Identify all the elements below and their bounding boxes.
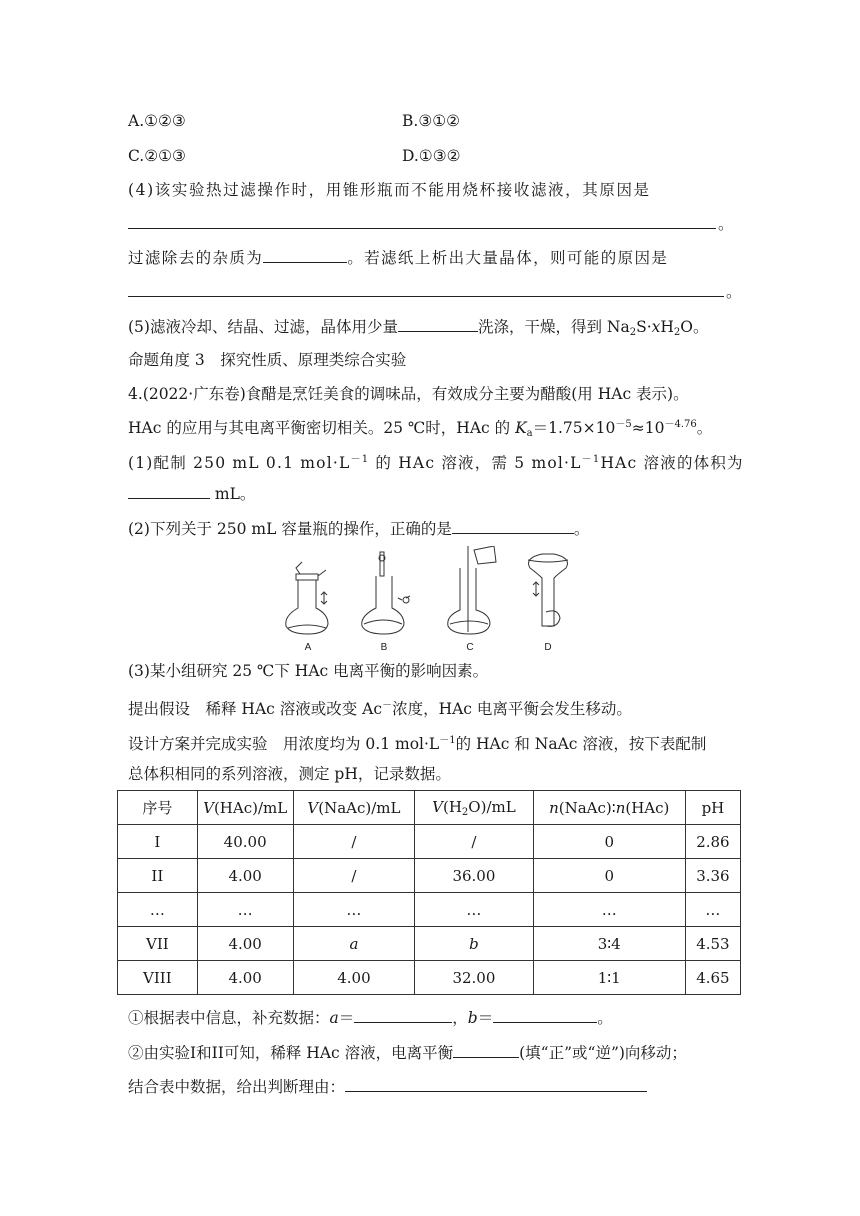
flask-b-icon xyxy=(362,552,410,634)
experiment-table xyxy=(117,790,741,995)
q4-line3-text-a: 过滤除去的杂质为 xyxy=(128,249,264,267)
a-value-blank[interactable] xyxy=(354,1007,452,1023)
cell: 4.53 xyxy=(685,927,740,961)
text: HAc 溶液的体积为 xyxy=(600,454,744,472)
q5-text-e: H xyxy=(660,318,674,336)
text: (填“正”或“逆”)向移动； xyxy=(519,1044,687,1062)
text: 。 xyxy=(573,520,590,538)
flask-a-icon xyxy=(286,562,328,634)
cell: VIII xyxy=(118,961,198,995)
table-row xyxy=(118,893,741,927)
cell: 0 xyxy=(533,859,685,893)
option-b: B.③①② xyxy=(402,112,461,130)
design-line2: 总体积相同的系列溶液，测定 pH，记录数据。 xyxy=(128,765,451,783)
cell: 4.00 xyxy=(293,961,415,995)
header-v-naac: V(NaAc)/mL xyxy=(293,791,415,825)
exponent: －1 xyxy=(439,735,456,746)
q5-text-c: S· xyxy=(636,318,652,336)
sub2-line xyxy=(128,1042,687,1064)
q5-line: (5)滤液冷却、结晶、过滤，晶体用少量 洗涤，干燥，得到 $Na_2S\cdot xH_2O$。 xyxy=(128,318,709,338)
text: (1)配制 250 mL 0.1 mol·L xyxy=(128,454,351,472)
cell: … xyxy=(415,893,533,927)
sub1-line xyxy=(128,1007,613,1029)
cell: II xyxy=(118,859,198,893)
header-ph: pH xyxy=(685,791,740,825)
correct-operation-blank[interactable] xyxy=(452,518,574,534)
cell: / xyxy=(293,859,415,893)
text: HAc 的应用与其电离平衡密切相关。25 ℃时，HAc 的 xyxy=(128,419,516,437)
exponent: －1 xyxy=(350,454,370,465)
text: 浓度，HAc 电离平衡会发生移动。 xyxy=(392,700,632,718)
cell: … xyxy=(293,893,415,927)
volumetric-flask-figure xyxy=(280,546,610,654)
cell: 32.00 xyxy=(415,961,533,995)
q4main-line1: 4.(2022·广东卷)食醋是烹饪美食的调味品，有效成分主要为醋酸(用 HAc 表示)。 xyxy=(128,385,689,403)
cell: … xyxy=(685,893,740,927)
impurity-blank[interactable] xyxy=(263,247,347,263)
flask-c-icon xyxy=(448,546,496,634)
cell: b xyxy=(415,927,533,961)
figure-label-d: D xyxy=(544,642,552,653)
figure-label-a: A xyxy=(304,642,312,653)
exponent: － xyxy=(382,700,393,711)
cell: / xyxy=(415,825,533,859)
cell: 3∶4 xyxy=(533,927,685,961)
cell: a xyxy=(293,927,415,961)
period: 。 xyxy=(718,215,734,233)
figure-label-c: C xyxy=(466,642,474,653)
option-a: A.①②③ xyxy=(128,112,186,130)
cell: 4.00 xyxy=(197,961,293,995)
text: 的 HAc 溶液，需 5 mol·L xyxy=(369,454,582,472)
q2-line xyxy=(128,518,589,540)
text: ①根据表中信息，补充数据： xyxy=(128,1009,330,1027)
answer-blank-line[interactable] xyxy=(128,228,716,229)
text: ， xyxy=(452,1009,468,1027)
text: ＝1.75×10 xyxy=(532,419,616,437)
ka-sub: a xyxy=(526,428,533,439)
cell: … xyxy=(197,893,293,927)
table-row xyxy=(118,859,741,893)
cell: 2.86 xyxy=(685,825,740,859)
header-ratio: n(NaAc)∶n(HAc) xyxy=(533,791,685,825)
text: 。 xyxy=(696,419,713,437)
cell: 0 xyxy=(533,825,685,859)
q1-line xyxy=(128,449,744,474)
text: 结合表中数据，给出判断理由： xyxy=(128,1078,346,1096)
sub2-reason-line xyxy=(128,1076,647,1098)
table-row xyxy=(118,825,741,859)
cell: 3.36 xyxy=(685,859,740,893)
cell: VII xyxy=(118,927,198,961)
q5-text-a: (5)滤液冷却、结晶、过滤，晶体用少量 xyxy=(128,318,398,336)
figure-label-b: B xyxy=(380,642,388,653)
exponent: －5 xyxy=(615,419,632,430)
option-c: C.②①③ xyxy=(128,147,186,165)
ka-symbol: K xyxy=(515,419,527,437)
q3-line: (3)某小组研究 25 ℃下 HAc 电离平衡的影响因素。 xyxy=(128,662,489,680)
period: 。 xyxy=(726,283,742,301)
cell: 1∶1 xyxy=(533,961,685,995)
text: ②由实验I和II可知，稀释 HAc 溶液，电离平衡 xyxy=(128,1044,454,1062)
text: ≈10 xyxy=(631,419,665,437)
cell: 4.00 xyxy=(197,927,293,961)
q5-text-f: O。 xyxy=(680,318,709,336)
var-b: b xyxy=(467,1009,478,1027)
text: (2)下列关于 250 mL 容量瓶的操作，正确的是 xyxy=(128,520,452,538)
flask-d-icon xyxy=(528,554,568,626)
header-v-h2o: $V(H_2O)/mL$ xyxy=(415,791,533,825)
cell: I xyxy=(118,825,198,859)
answer-blank-line[interactable] xyxy=(128,296,724,297)
text: ＝ xyxy=(338,1009,355,1027)
volume-blank[interactable] xyxy=(128,483,210,499)
text: ＝ xyxy=(477,1009,494,1027)
q4main-line2 xyxy=(128,414,712,445)
hypothesis-line xyxy=(128,695,632,720)
cell: … xyxy=(533,893,685,927)
var-a: a xyxy=(329,1009,339,1027)
table-row xyxy=(118,961,741,995)
table-header-row xyxy=(118,791,741,825)
section-title: 命题角度 3 探究性质、原理类综合实验 xyxy=(128,351,407,369)
text: 的 HAc 和 NaAc 溶液，按下表配制 xyxy=(455,735,707,753)
direction-blank[interactable] xyxy=(453,1042,519,1058)
text: 提出假设 稀释 HAc 溶液或改变 Ac xyxy=(128,700,383,718)
wash-solvent-blank[interactable] xyxy=(398,316,478,332)
text: 设计方案并完成实验 用浓度均为 0.1 mol·L xyxy=(128,735,440,753)
q4-line3-text-b: 。若滤纸上析出大量晶体，则可能的原因是 xyxy=(347,249,669,267)
cell: 36.00 xyxy=(415,859,533,893)
cell: 40.00 xyxy=(197,825,293,859)
header-v-hac: V(HAc)/mL xyxy=(197,791,293,825)
table-row xyxy=(118,927,741,961)
q4-line3 xyxy=(128,247,668,269)
cell: … xyxy=(118,893,198,927)
reason-blank[interactable] xyxy=(345,1076,647,1092)
q5-text-x: x xyxy=(651,318,661,336)
q1-answer-line xyxy=(128,483,255,505)
cell: 4.00 xyxy=(197,859,293,893)
b-value-blank[interactable] xyxy=(493,1007,597,1023)
text: 。 xyxy=(597,1009,613,1027)
header-index: 序号 xyxy=(118,791,198,825)
design-line xyxy=(128,730,706,755)
exponent: －1 xyxy=(581,454,601,465)
cell: / xyxy=(293,825,415,859)
q4-line1: (4)该实验热过滤操作时，用锥形瓶而不能用烧杯接收滤液，其原因是 xyxy=(128,181,651,199)
cell: 4.65 xyxy=(685,961,740,995)
text: mL。 xyxy=(210,485,256,503)
option-d: D.①③② xyxy=(402,147,461,165)
q5-text-b: 洗涤，干燥，得到 Na xyxy=(477,318,630,336)
exponent: －4.76 xyxy=(664,419,697,430)
